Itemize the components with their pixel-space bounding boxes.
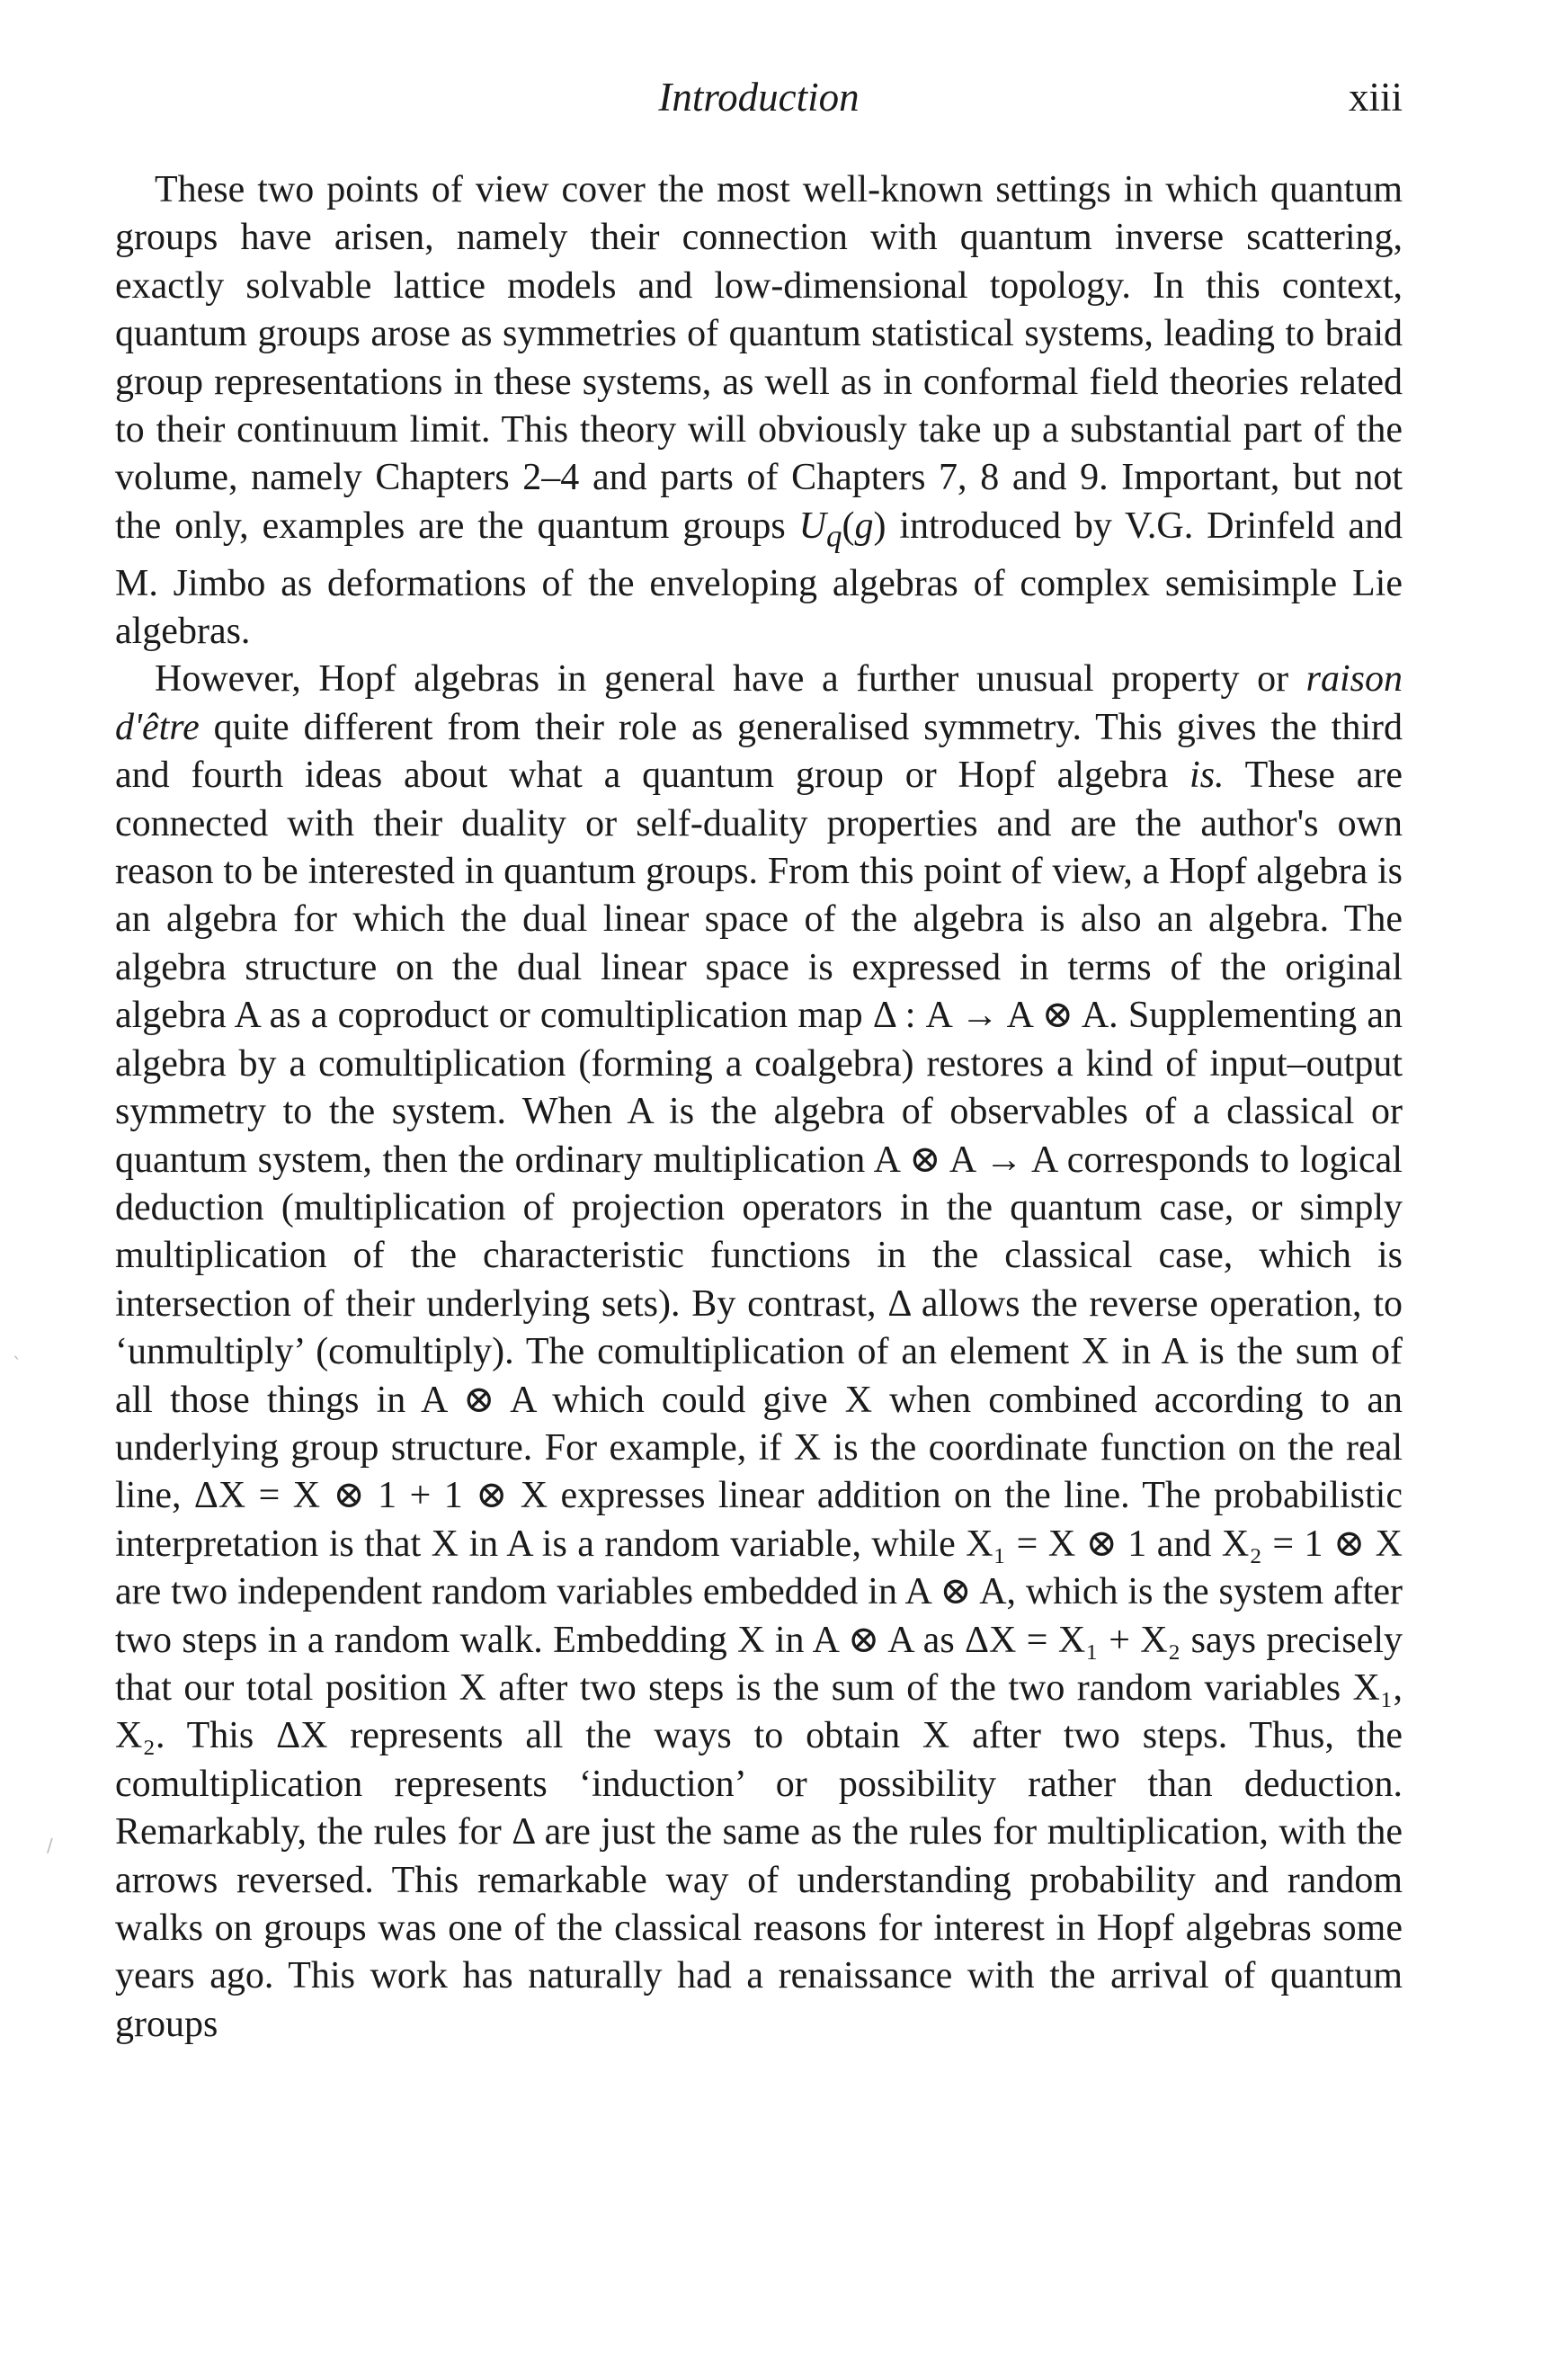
paragraph-2 [115, 656, 1403, 2049]
p2-text-c: These are connected with their duality or self-duality properties and are the author's own reason to be interested in quantum groups. From this point of view, a Hopf algebra is an algebra for which the dual linear space of the algebra is also an algebra. The algebra structure on the dual linear space is expressed in terms of the original algebra A as a coproduct or comultiplication map Δ : A → A ⊗ A. Supplementing an algebra by a comultiplication (forming a coalgebra) restores a kind of input–output symmetry to the system. When A is the algebra of observables of a classical or quantum system, then the ordinary multiplication A ⊗ A → A corresponds to logical deduction (multiplication of projection operators in the quantum case, or simply multiplication of the characteristic functions in the classical case, which is intersection of their underlying sets). By contrast, Δ allows the reverse operation, to ‘unmultiply’ (comultiply). The comultiplication of an element X in A is the sum of all those things in A ⊗ A which could give X when combined according to an underlying group structure. For example, if X is the coordinate function on the real line, ΔX = X ⊗ 1 + 1 ⊗ X expresses linear addition on the line. The probabilistic interpretation is that X in A is a random variable, while X₁ = X ⊗ 1 and X₂ = 1 ⊗ X are two independent random variables embedded in A ⊗ A, which is the system after two steps in a random walk. Embedding X in A ⊗ A as ΔX = X₁ + X₂ says precisely that our total position X after two steps is the sum of the two random variables X₁, X₂. This ΔX represents all the ways to obtain X after two steps. Thus, the comultiplication represents ‘induction’ or possibility rather than deduction. Remarkably, the rules for Δ are just the same as the rules for multiplication, with the arrows reversed. This remarkable way of understanding probability and random walks on groups was one of the classical reasons for interest in Hopf algebras some years ago. This work has naturally had a renaissance with the arrival of quantum groups [115, 755, 1403, 2045]
p1-symbol-g: g [854, 505, 874, 547]
p1-subscript-q: q [825, 518, 842, 554]
p1-text-a: These two points of view cover the most well-known settings in which quantum groups have arisen, namely their connection with quantum inverse scattering, exactly solvable lattice models and low-dimensional topology. In this context, quantum groups arose as symmetries of quantum statistical systems, leading to braid group representations in these systems, as well as in conformal field theories related to their continuum limit. This theory will obviously take up a substantial part of the volume, namely Chapters 2–4 and parts of Chapters 7, 8 and 9. Important, but not the only, examples are the quantum groups [115, 169, 1403, 547]
paragraph-1 [115, 166, 1403, 656]
scan-mark: ` [13, 1353, 22, 1375]
p1-text-b: ) introduced by V.G. Drinfeld and M. Jimbo as deformations of the enveloping algebras of complex semisimple Lie algebras. [115, 505, 1403, 653]
p2-italic-raison: raison d'être [115, 658, 1403, 748]
scan-mark-2: / [47, 1835, 53, 1856]
p1-symbol-U: U [798, 505, 826, 547]
body-text [115, 166, 1403, 2049]
p2-text-a: However, Hopf algebras in general have a further unusual property or [155, 658, 1306, 701]
page-number: xiii [1348, 75, 1403, 120]
chapter-title: Introduction [658, 75, 860, 120]
p2-text-b: quite different from their role as generalised symmetry. This gives the third and fourth ideas about what a quantum group or Hopf algebra [115, 706, 1403, 797]
running-head [115, 74, 1403, 128]
p1-paren-open: ( [842, 505, 855, 547]
p2-italic-is: is. [1189, 755, 1225, 797]
